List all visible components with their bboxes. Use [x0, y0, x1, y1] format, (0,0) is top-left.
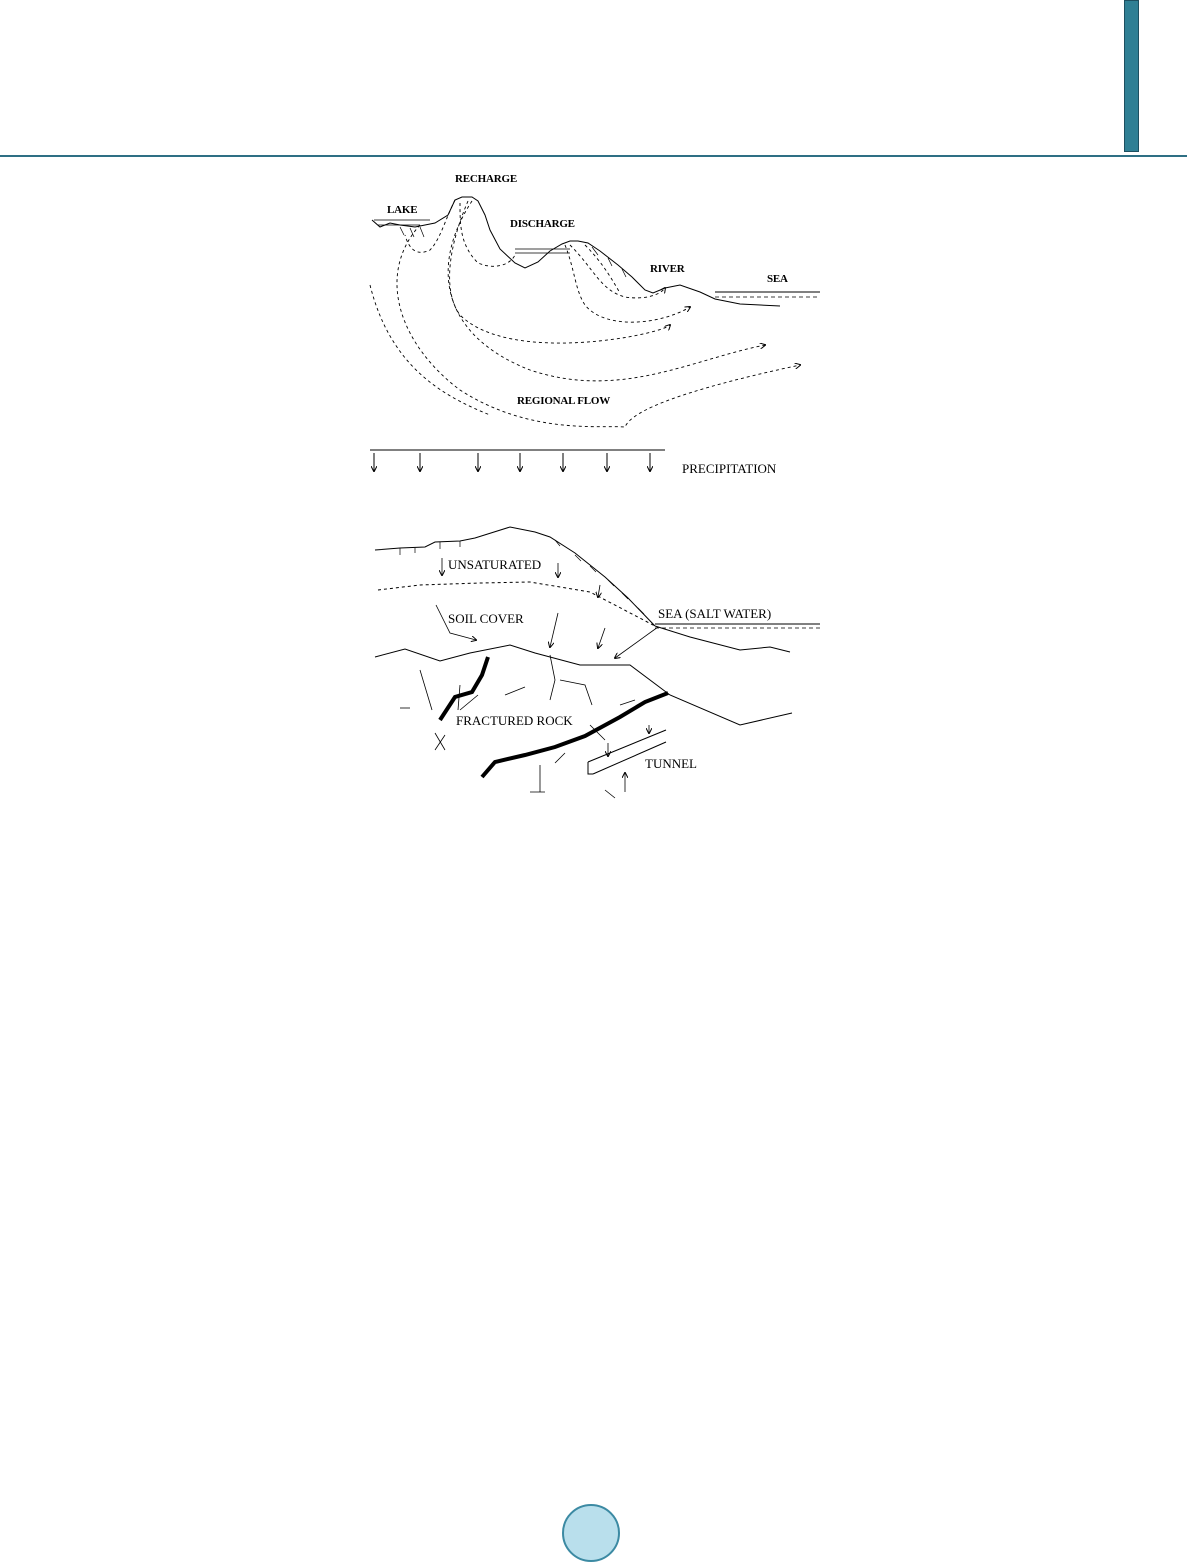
page-number-badge [562, 1504, 620, 1562]
fracture-zone-2 [482, 693, 668, 777]
discharge-water [515, 249, 570, 253]
label-regional-flow: REGIONAL FLOW [517, 395, 611, 407]
header-rule [0, 155, 1187, 157]
label-unsaturated: UNSATURATED [448, 557, 542, 572]
label-lake: LAKE [387, 204, 418, 216]
figure-drawing [360, 165, 830, 800]
label-soil-cover: SOIL COVER [448, 611, 524, 626]
label-fractured-rock: FRACTURED ROCK [456, 713, 573, 728]
bottom-diagram [370, 450, 820, 798]
top-diagram [370, 197, 820, 427]
groundwater-flow-figure [360, 165, 830, 800]
label-sea-salt-water: SEA (SALT WATER) [658, 606, 772, 621]
label-river: RIVER [650, 263, 685, 275]
label-discharge: DISCHARGE [510, 218, 575, 230]
fracture-zone-1 [440, 657, 488, 720]
label-precipitation: PRECIPITATION [682, 461, 777, 476]
lake-water [374, 220, 430, 225]
label-recharge: RECHARGE [455, 173, 517, 185]
journal-side-tab [1124, 0, 1139, 152]
label-sea: SEA [767, 273, 788, 285]
label-tunnel: TUNNEL [645, 756, 697, 771]
rain-arrows [374, 453, 650, 471]
